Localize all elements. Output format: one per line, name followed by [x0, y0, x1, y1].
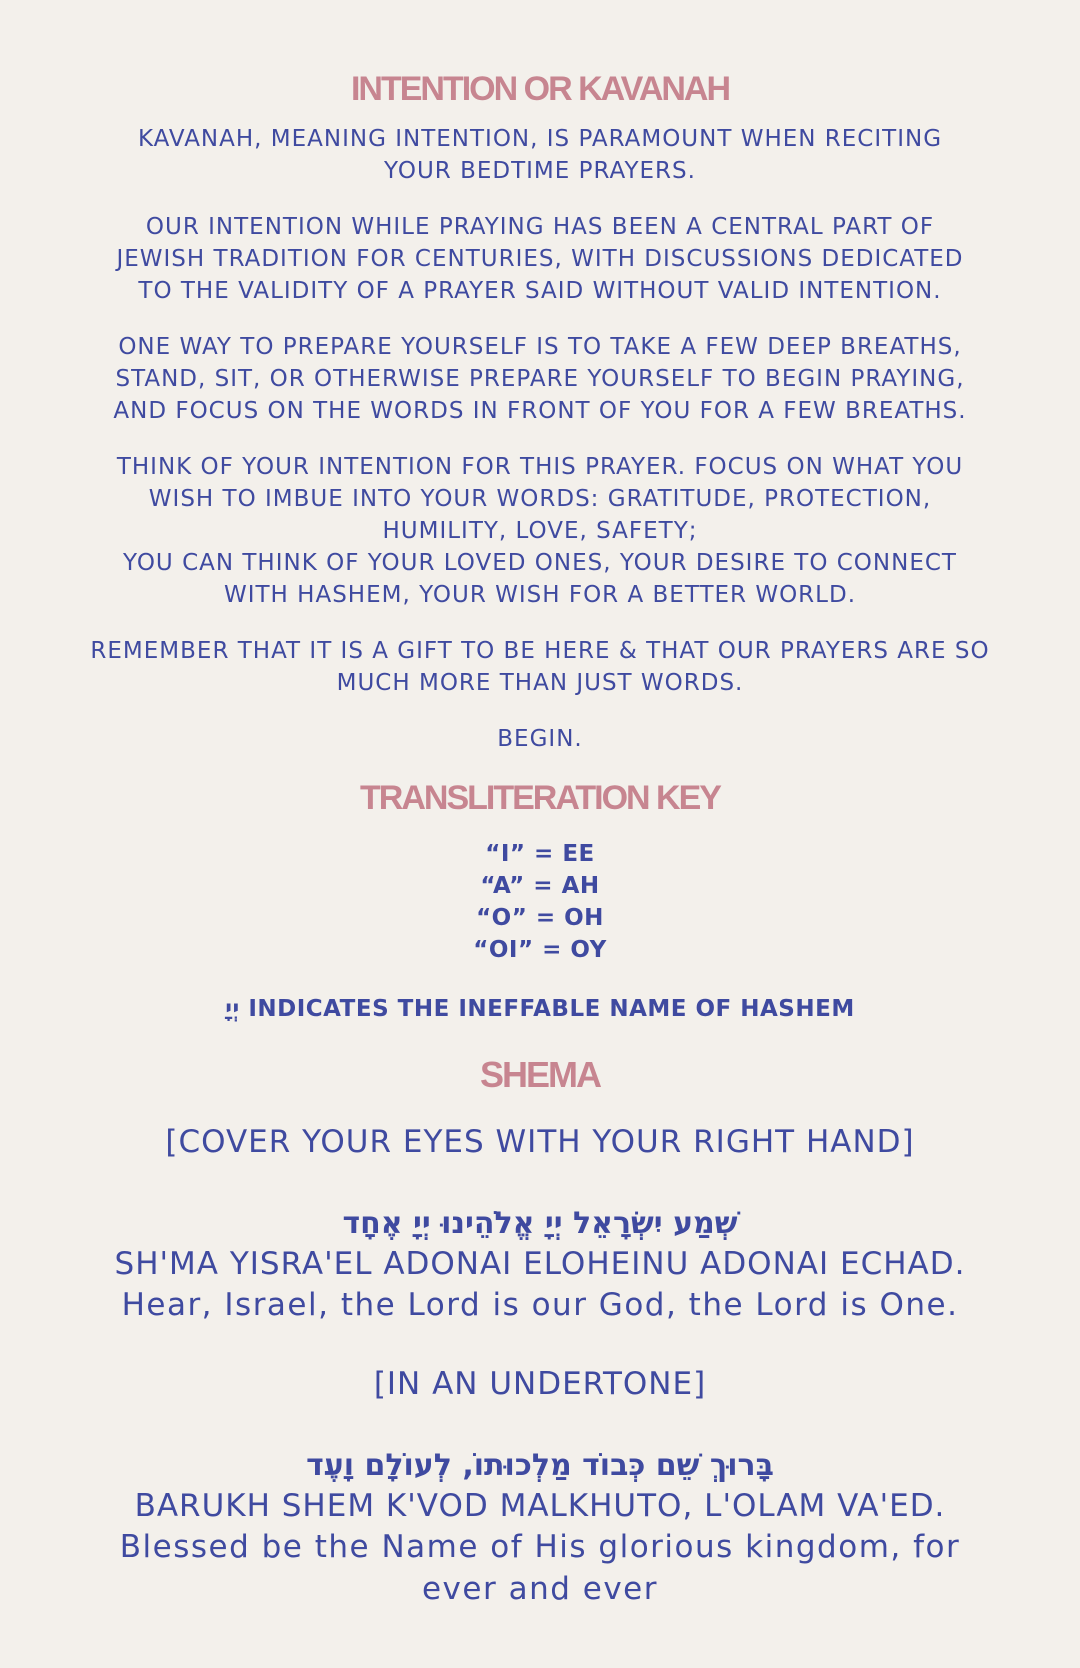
key-item-oi: “OI” = OY [473, 937, 607, 963]
shema-hebrew-line-2: בָּרוּךְ שֵׁם כְּבוֹד מַלְכוּתוֹ, לְעוֹלָם וָעֶד [306, 1448, 774, 1483]
intention-paragraph-4-part-2: YOU CAN THINK OF YOUR LOVED ONES, YOUR DESIRE TO CONNECT WITH HASHEM, YOUR WISH FOR A BETTER WORLD. [123, 550, 957, 608]
intention-paragraph-3: ONE WAY TO PREPARE YOURSELF IS TO TAKE A FEW DEEP BREATHS, STAND, SIT, OR OTHERWISE PREPARE YOURSELF TO BEGIN PRAYING, AND FOCUS ON THE WORDS IN FRONT OF YOU FOR A FEW BREATHS. [113, 334, 967, 424]
intention-paragraph-5: REMEMBER THAT IT IS A GIFT TO BE HERE & THAT OUR PRAYERS ARE SO MUCH MORE THAN JUST WORDS. [90, 638, 990, 696]
shema-heading: SHEMA [479, 1054, 600, 1095]
transliteration-heading: TRANSLITERATION KEY [360, 779, 720, 817]
shema-transliteration-line-1: SH'MA YISRA'EL ADONAI ELOHEINU ADONAI ECHAD. [114, 1246, 966, 1282]
intention-heading: INTENTION OR KAVANAH [350, 70, 730, 108]
shema-english-line-1: Hear, Israel, the Lord is our God, the Lord is One. [121, 1287, 959, 1323]
key-item-i: “I” = EE [485, 841, 595, 867]
undertone-instruction: [IN AN UNDERTONE] [373, 1366, 707, 1402]
transliteration-key-list [0, 838, 1080, 966]
begin-text: BEGIN. [497, 726, 583, 752]
key-item-o: “O” = OH [476, 905, 604, 931]
intention-paragraph-2: OUR INTENTION WHILE PRAYING HAS BEEN A CENTRAL PART OF JEWISH TRADITION FOR CENTURIES, WITH DISCUSSIONS DEDICATED TO THE VALIDITY OF A PRAYER SAID WITHOUT VALID INTENTION. [116, 214, 964, 304]
shema-hebrew-line-1: שְׁמַע יִשְׂרָאֵל יְיָ אֱלֹהֵינוּ יְיָ אֶחָד [342, 1206, 738, 1241]
intention-paragraph-4 [0, 451, 1080, 611]
shema-transliteration-line-2: BARUKH SHEM K'VOD MALKHUTO, L'OLAM VA'ED. [134, 1488, 946, 1524]
intention-paragraph-4-part-1: THINK OF YOUR INTENTION FOR THIS PRAYER. FOCUS ON WHAT YOU WISH TO IMBUE INTO YOUR WORDS: GRATITUDE, PROTECTION, HUMILITY, LOVE, SAFETY; [116, 454, 964, 544]
cover-eyes-instruction: [COVER YOUR EYES WITH YOUR RIGHT HAND] [165, 1124, 915, 1160]
key-item-a: “A” = AH [480, 873, 600, 899]
ineffable-name-note: יְיָ INDICATES THE INEFFABLE NAME OF HASHEM [225, 996, 855, 1022]
intention-paragraph-1: KAVANAH, MEANING INTENTION, IS PARAMOUNT WHEN RECITING YOUR BEDTIME PRAYERS. [137, 126, 943, 184]
shema-english-line-2: Blessed be the Name of His glorious kingdom, for ever and ever [119, 1529, 961, 1607]
